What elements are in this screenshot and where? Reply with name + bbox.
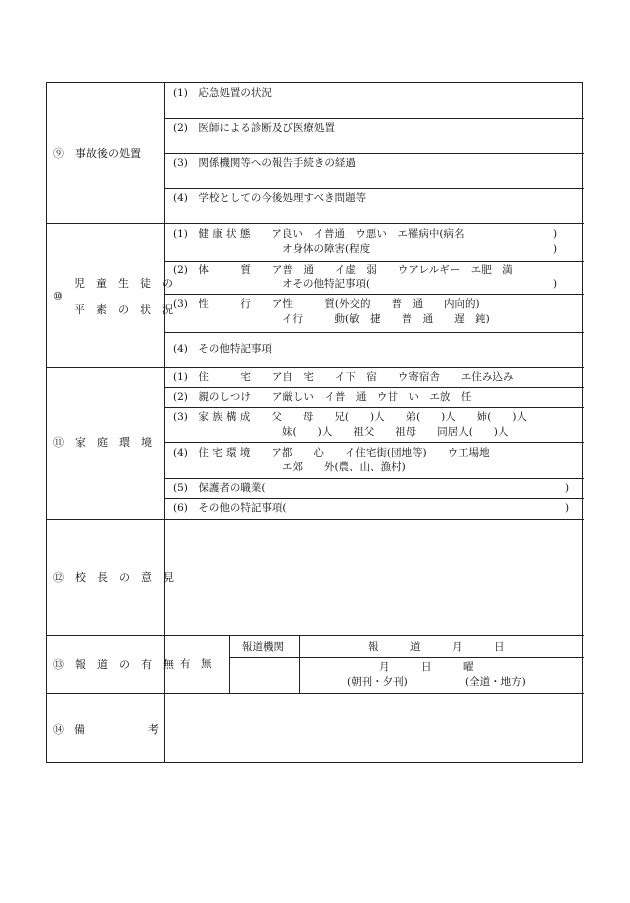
s10-character: (3) 性 行 ア性 質(外交的 普 通 内向的) <box>173 298 480 310</box>
section-10-number: ⑩ <box>53 290 63 303</box>
section-14-number: ⑭ <box>53 723 64 736</box>
divider <box>164 407 584 408</box>
principal-opinion-field[interactable] <box>165 520 583 634</box>
s11-other-close: ) <box>565 502 570 514</box>
divider <box>164 294 584 295</box>
divider <box>164 261 584 262</box>
report-date-line: 月 日 曜 <box>379 661 474 673</box>
s10-health: (1) 健 康 状 態 ア良い イ普通 ウ悪い エ罹病中(病名 <box>173 228 465 240</box>
section-14-label-b: 考 <box>148 723 159 736</box>
edition-options[interactable]: (朝刊・夕刊) <box>347 676 408 688</box>
report-date-header: 報 道 月 日 <box>368 641 505 653</box>
section-14-label-a: 備 <box>74 723 85 736</box>
divider <box>229 657 584 658</box>
section-10-label-line2: 平 素 の 状 況 <box>74 303 173 316</box>
s11-guardian-job: (5) 保護者の職業( <box>173 482 266 494</box>
divider <box>164 387 584 388</box>
divider <box>164 498 584 499</box>
section-divider <box>47 635 584 636</box>
section-divider <box>47 367 584 368</box>
s9-item-4: (4) 学校としての今後処理すべき問題等 <box>173 192 367 204</box>
scope-options[interactable]: (全道・地方) <box>465 676 526 688</box>
s9-item-1: (1) 応急処置の状況 <box>173 87 272 99</box>
col-divider <box>229 635 230 693</box>
s10-constitution-other: オその他特記事項( <box>282 278 371 290</box>
s11-environment-2: エ郊 外(農、山、漁村) <box>282 461 406 473</box>
divider <box>164 442 584 443</box>
media-agency-header: 報道機関 <box>242 641 284 653</box>
section-12-label: ⑫ 校 長 の 意 見 <box>53 571 174 584</box>
section-9-label: ⑨ 事故後の処置 <box>53 147 141 160</box>
s10-disability-close: ) <box>553 243 558 255</box>
s10-health-close: ) <box>553 228 558 240</box>
s11-guardian-job-close: ) <box>565 482 570 494</box>
s10-disability: オ身体の障害(程度 <box>282 243 371 255</box>
s11-environment: (4) 住 宅 環 境 ア都 心 イ住宅街(団地等) ウ工場地 <box>173 447 490 459</box>
divider <box>164 153 584 154</box>
s9-item-3: (3) 関係機関等への報告手続きの経過 <box>173 157 356 169</box>
section-divider <box>47 223 584 224</box>
section-11-label: ⑪ 家 庭 環 境 <box>53 436 152 449</box>
divider <box>164 332 584 333</box>
s10-constitution-close: ) <box>553 278 558 290</box>
s11-other: (6) その他の特記事項( <box>173 502 287 514</box>
s11-family: (3) 家 族 構 成 父 母 兄( )人 弟( )人 姉( )人 <box>173 411 527 423</box>
remarks-field[interactable] <box>165 694 583 762</box>
s10-other: (4) その他特記事項 <box>173 343 272 355</box>
s11-discipline: (2) 親のしつけ ア厳しい イ普 通 ウ甘 い エ放 任 <box>173 391 472 403</box>
divider <box>164 188 584 189</box>
s9-item-2: (2) 医師による診断及び医療処置 <box>173 122 335 134</box>
accident-report-form <box>46 82 583 763</box>
divider <box>164 118 584 119</box>
s11-housing: (1) 住 宅 ア自 宅 イ下 宿 ウ寄宿舎 エ住み込み <box>173 371 514 383</box>
s10-constitution: (2) 体 質 ア普 通 イ虚 弱 ウアレルギー エ肥 満 <box>173 264 513 276</box>
section-13-label: ⑬ 報 道 の 有 無 <box>53 658 174 671</box>
s10-behavior: イ行 動(敏 捷 普 通 遅 鈍) <box>282 313 490 325</box>
col-divider <box>299 635 300 693</box>
report-yes-no[interactable]: 有 無 <box>180 658 212 670</box>
s11-family-2: 妹( )人 祖父 祖母 同居人( )人 <box>282 426 509 438</box>
section-10-label-line1: 児 童 生 徒 の <box>74 277 173 290</box>
divider <box>164 478 584 479</box>
